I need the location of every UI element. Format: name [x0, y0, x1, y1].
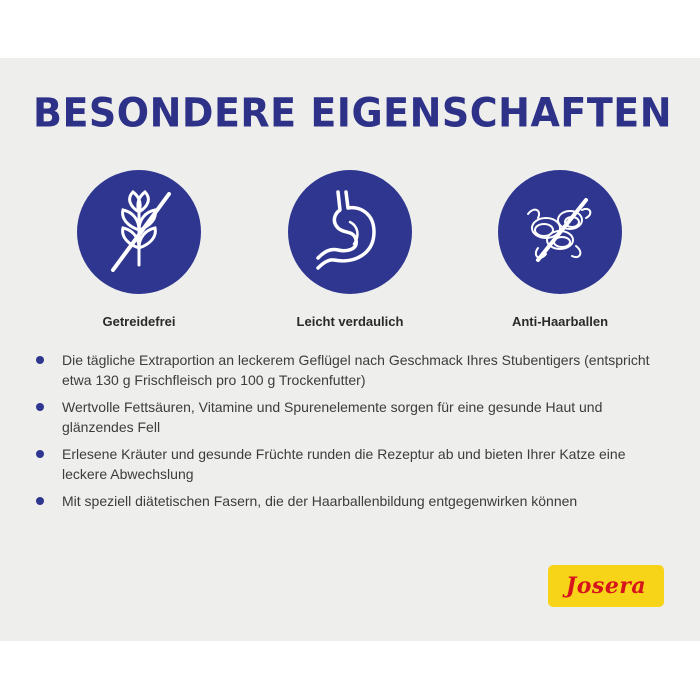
list-item-text: Mit speziell diätetischen Fasern, die der Haarballenbildung entgegenwirken können — [62, 493, 578, 509]
feature-list — [34, 350, 664, 518]
feature-label: Anti-Haarballen — [511, 314, 609, 329]
bullet-dot — [36, 497, 44, 505]
list-item — [34, 491, 664, 511]
bullet-dot — [36, 403, 44, 411]
list-item — [34, 350, 664, 390]
bullet-dot — [36, 450, 44, 458]
feature-label: Leicht verdaulich — [296, 314, 404, 329]
feature-label: Getreidefrei — [102, 314, 176, 329]
list-item-text: Erlesene Kräuter und gesunde Früchte runden die Rezeptur ab und bieten Ihrer Katze eine leckere Abwechslung — [62, 446, 626, 482]
hairball-icon — [498, 170, 622, 294]
list-item-text: Die tägliche Extraportion an leckerem Geflügel nach Geschmack Ihres Stubentigers (entspricht etwa 130 g Frischfleisch pro 100 g Trockenfutter) — [62, 352, 650, 388]
page-title: BESONDERE EIGENSCHAFTEN — [33, 89, 673, 137]
grain-free-icon — [77, 170, 201, 294]
brand-name: Josera — [565, 573, 647, 599]
stomach-icon — [288, 170, 412, 294]
bullet-dot — [36, 356, 44, 364]
feature-grain-free — [64, 170, 214, 329]
josera-logo — [548, 565, 664, 607]
list-item — [34, 397, 664, 437]
list-item-text: Wertvolle Fettsäuren, Vitamine und Spurenelemente sorgen für eine gesunde Haut und glänzendes Fell — [62, 399, 603, 435]
feature-digestible — [275, 170, 425, 329]
feature-anti-hairball — [485, 170, 635, 329]
list-item — [34, 444, 664, 484]
